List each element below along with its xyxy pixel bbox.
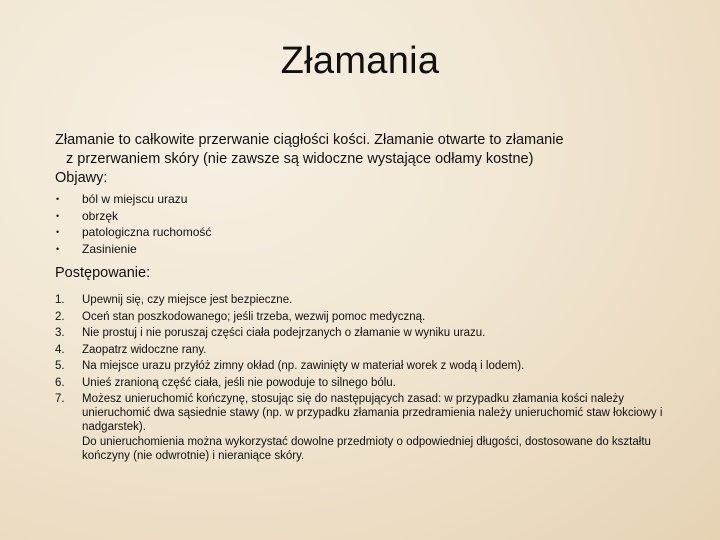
step-number: 6. [55, 376, 65, 389]
step-number: 3. [55, 327, 65, 339]
step-text: Nie prostuj i nie poruszaj części ciała podejrzanych o złamanie w wyniku urazu. [82, 327, 486, 339]
list-item [55, 241, 211, 258]
step-extra-text: Do unieruchomienia można wykorzystać dowolne przedmioty o odpowiedniej długości, dostosowane do kształtu kończyny (nie odwrotnie) i nieraniące skóry. [82, 435, 651, 462]
list-item [55, 326, 680, 340]
list-item [55, 224, 211, 241]
step-text: Upewnij się, czy miejsce jest bezpieczne. [82, 294, 293, 306]
symptom-text: Zasinienie [82, 241, 137, 256]
step-number: 5. [55, 360, 65, 372]
list-item [55, 293, 680, 307]
symptoms-list [55, 191, 211, 257]
list-item [55, 359, 680, 373]
intro-line-1: Złamanie to całkowite przerwanie ciągłości kości. Złamanie otwarte to złamanie [55, 132, 564, 148]
list-item [55, 191, 211, 208]
list-item [55, 376, 680, 390]
bullet-icon: • [56, 194, 60, 204]
list-item [55, 208, 211, 225]
symptom-text: ból w miejscu urazu [82, 192, 188, 206]
step-number: 1. [55, 294, 65, 306]
step-text: Na miejsce urazu przyłóż zimny okład (np. zawinięty w materiał worek z wodą i lodem). [82, 360, 525, 372]
symptom-text: patologiczna ruchomość [82, 225, 212, 239]
procedure-heading: Postępowanie: [55, 265, 151, 281]
list-item [55, 343, 680, 357]
step-number: 2. [55, 310, 65, 323]
step-text: Możesz unieruchomić kończynę, stosując się do następujących zasad: w przypadku złamania kości należy unieruchomić dwa sąsiednie stawy (np. w przypadku złamania przedramienia należy unieruchomić staw łokciowy i nadgarstek). [82, 393, 663, 434]
list-item [55, 310, 680, 324]
bullet-icon: • [56, 227, 60, 237]
step-number: 7. [55, 393, 65, 405]
step-text: Oceń stan poszkodowanego; jeśli trzeba, wezwij pomoc medyczną. [82, 310, 426, 323]
bullet-icon: • [56, 243, 60, 254]
bullet-icon: • [56, 210, 60, 221]
slide-title: Złamania [280, 40, 440, 82]
symptoms-heading: Objawy: [55, 170, 108, 186]
intro-line-2: z przerwaniem skóry (nie zawsze są widoczne wystające odłamy kostne) [66, 151, 534, 167]
list-item [55, 392, 680, 463]
procedure-steps [55, 293, 680, 465]
step-text: Unieś zranioną część ciała, jeśli nie powoduje to silnego bólu. [82, 376, 396, 389]
step-text: Zaopatrz widoczne rany. [82, 343, 207, 356]
intro-paragraph [55, 131, 655, 169]
symptom-text: obrzęk [82, 208, 119, 223]
step-number: 4. [55, 343, 65, 356]
